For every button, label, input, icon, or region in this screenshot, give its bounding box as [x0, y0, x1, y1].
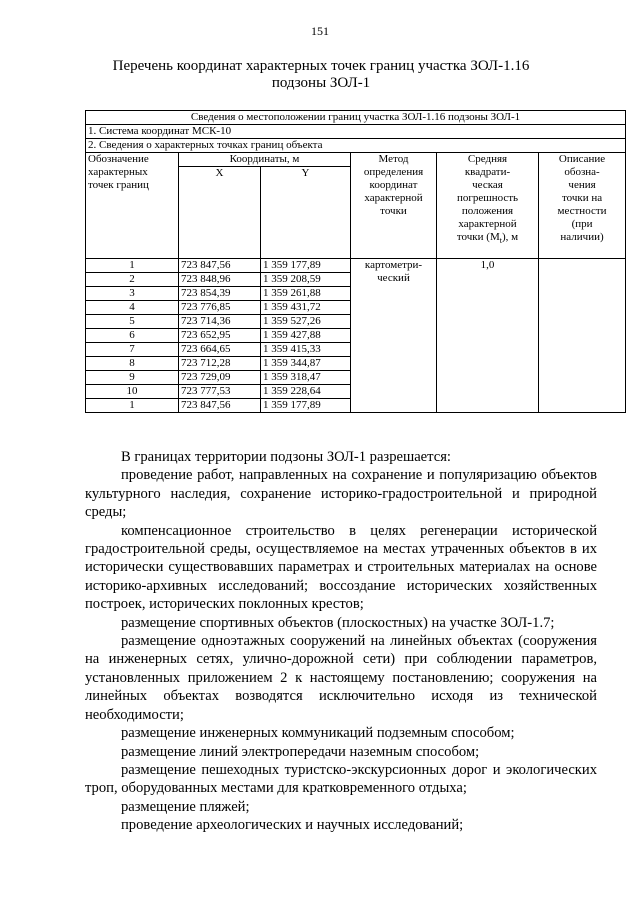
- paragraph-intro: В границах территории подзоны ЗОЛ-1 разрешается:: [121, 449, 451, 465]
- col-x-header: X: [179, 167, 261, 259]
- coord-x: 723 777,53: [179, 385, 261, 399]
- coord-x: 723 776,85: [179, 301, 261, 315]
- coord-y: 1 359 427,88: [261, 329, 351, 343]
- col-coords-header: Координаты, м: [179, 153, 351, 167]
- coord-y: 1 359 177,89: [261, 259, 351, 273]
- coord-x: 723 848,96: [179, 273, 261, 287]
- table-section-1: 1. Система координат МСК-10: [86, 125, 626, 139]
- paragraph-item: размещение пляжей;: [121, 798, 250, 815]
- table-header-main: Сведения о местоположении границ участка ЗОЛ-1.16 подзоны ЗОЛ-1: [86, 111, 626, 125]
- coord-y: 1 359 415,33: [261, 343, 351, 357]
- point-number: 3: [86, 287, 179, 301]
- title-line-2: подзоны ЗОЛ-1: [271, 75, 371, 91]
- coordinates-table: [85, 110, 626, 413]
- coord-x: 723 847,56: [179, 259, 261, 273]
- coord-y: 1 359 318,47: [261, 371, 351, 385]
- page-number: 151: [311, 24, 329, 38]
- point-number: 8: [86, 357, 179, 371]
- point-number: 6: [86, 329, 179, 343]
- col-description-header: Описание обозна- чения точки на местности (при наличии): [539, 153, 626, 259]
- paragraph-item: проведение археологических и научных исследований;: [121, 817, 464, 834]
- coord-x: 723 854,39: [179, 287, 261, 301]
- paragraph-item: размещение пешеходных туристско-экскурсионных дорог и экологических троп, оборудованных местами для кратковременного отдыха;: [85, 761, 597, 797]
- error-cell: 1,0: [437, 259, 539, 413]
- coord-y: 1 359 261,88: [261, 287, 351, 301]
- point-number: 1: [86, 399, 179, 413]
- paragraph-item: размещение спортивных объектов (плоскостных) на участке ЗОЛ-1.7;: [121, 614, 555, 631]
- col-designation-header: Обозначение характерных точек границ: [86, 153, 179, 259]
- coord-y: 1 359 177,89: [261, 399, 351, 413]
- method-text: картометри-: [364, 259, 423, 271]
- coord-x: 723 712,28: [179, 357, 261, 371]
- paragraph-item: размещение линий электропередачи наземным способом;: [121, 743, 480, 760]
- coord-y: 1 359 228,64: [261, 385, 351, 399]
- coord-x: 723 847,56: [179, 399, 261, 413]
- point-number: 9: [86, 371, 179, 385]
- body-text: [85, 448, 597, 835]
- title-line-1: Перечень координат характерных точек границ участка ЗОЛ-1.16: [112, 58, 530, 74]
- table-row: [86, 259, 626, 273]
- point-number: 1: [86, 259, 179, 273]
- coord-y: 1 359 208,59: [261, 273, 351, 287]
- coord-y: 1 359 344,87: [261, 357, 351, 371]
- paragraph-item: компенсационное строительство в целях регенерации исторической градостроительной среды, осуществляемое на местах утраченных объектов в их исторически существовавших параметрах и строительных материалах на основе историко-архивных исследований; воссоздание исторических хозяйственных построек, исторических поклонных крестов;: [85, 522, 597, 613]
- col-error-header: Средняя квадрати- ческая погрешность положения характерной точки $(M_t)$, м: [437, 153, 539, 259]
- page-title: [60, 58, 582, 92]
- table-section-2: 2. Сведения о характерных точках границ объекта: [86, 139, 626, 153]
- method-cell: [351, 259, 437, 413]
- coord-x: 723 729,09: [179, 371, 261, 385]
- point-number: 10: [86, 385, 179, 399]
- col-method-header: Метод определения координат характерной точки: [351, 153, 437, 259]
- point-number: 7: [86, 343, 179, 357]
- coord-x: 723 664,65: [179, 343, 261, 357]
- paragraph-item: проведение работ, направленных на сохранение и популяризацию объектов культурного наследия, сохранение историко-градостроительной и природной среды;: [85, 467, 597, 521]
- coord-y: 1 359 431,72: [261, 301, 351, 315]
- coord-x: 723 652,95: [179, 329, 261, 343]
- paragraph-item: размещение одноэтажных сооружений на линейных объектах (сооружения на инженерных сетях, улично-дорожной сети) при соблюдении параметров, установленных приложением 2 к настоящему постановлению; сооружения на линейных объектах возводятся исключительно исходя из технической необходимости;: [85, 633, 597, 723]
- point-number: 4: [86, 301, 179, 315]
- coord-y: 1 359 527,26: [261, 315, 351, 329]
- col-y-header: Y: [261, 167, 351, 259]
- paragraph-item: размещение инженерных коммуникаций подземным способом;: [121, 725, 515, 742]
- point-number: 2: [86, 273, 179, 287]
- description-cell: [539, 259, 626, 413]
- method-text: ческий: [377, 272, 410, 284]
- point-number: 5: [86, 315, 179, 329]
- coord-x: 723 714,36: [179, 315, 261, 329]
